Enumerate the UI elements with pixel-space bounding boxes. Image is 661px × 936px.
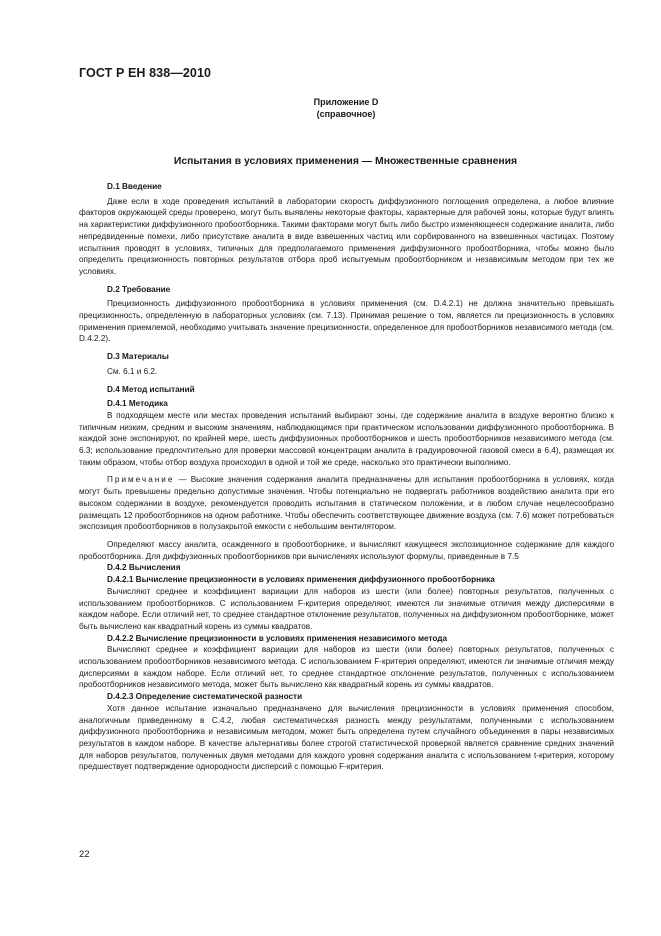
note-lead: Примечание: [107, 475, 175, 485]
section-heading-d42: D.4.2 Вычисления: [107, 563, 181, 573]
section-heading-d4: D.4 Метод испытаний: [107, 384, 195, 394]
appendix-label-block: [300, 96, 392, 120]
appendix-label: Приложение D: [313, 97, 379, 107]
section-heading-d421: D.4.2.1 Вычисление прецизионности в условиях применения диффузионного пробоотборника: [107, 575, 495, 585]
note-text: — Высокие значения содержания аналита предназначены для испытания пробоотборника в условиях, когда могут быть превышены предельно допустимые значения. Чтобы потенциально не подвергать работников воздействию аналита при его высоком содержании в воздухе, рекомендуется проводить испытания в статическом положении, и в любом случае нецелесообразно размещать 12 пробоотборников на одном работнике. Чтобы обеспечить соответствующее движение воздуха (см. 7.6) может потребоваться экспозиция пробоотборников в полузакрытой емкости с небольшим вентилятором.: [79, 475, 614, 532]
section-text-d41-2: Определяют массу аналита, осажденного в пробоотборнике, и вычисляют кажущееся экспозиционное содержание для каждого пробоотборника. Для диффузионных пробоотборников при вычислениях используют формулы, приведенные в 7.5: [79, 539, 614, 561]
section-heading-d422: D.4.2.2 Вычисление прецизионности в условиях применения независимого метода: [107, 633, 448, 643]
section-text-d41: В подходящем месте или местах проведения испытаний выбирают зоны, где содержание аналита в воздухе вероятно близко к типичным низким, средним и высоким значениям, наблюдающимся при практическом использовании диффузионного пробоотборника. В каждой зоне экспонируют, по крайней мере, шесть диффузионных пробоотборников и шесть пробоотборников независимого метода (см. 6.3; использование предпочтительно для проверки массовой концентрации аналита в градуировочной газовой смеси в 6.4), размещая их таким образом, чтобы отбор воздуха происходил в одной и той же среде, насколько это практически выполнимо.: [79, 410, 614, 467]
section-heading-d1: D.1 Введение: [107, 182, 162, 191]
section-heading-d423: D.4.2.3 Определение систематической разности: [107, 692, 303, 702]
section-heading-d3: D.3 Материалы: [107, 352, 169, 362]
section-heading-d41: D.4.1 Методика: [107, 399, 168, 409]
section-text-d2: Прецизионность диффузионного пробоотборника в условиях применения (см. D.4.2.1) не должна значительно превышать прецизионность, определенную в лабораторных условиях (см. 7.13). Принимая решение о том, является ли прецизионность в условиях применения приемлемой, необходимо учитывать значение прецизионности, определенное для пробоотборников независимого метода (см. D.4.2.2).: [79, 299, 614, 344]
section-text-d1: Даже если в ходе проведения испытаний в лаборатории скорость диффузионного поглощения определена, а любое влияние факторов окружающей среды проверено, могут быть выявлены некоторые факторы, характерные для рабочей зоны, которые будут влиять на характеристики диффузионного пробоотборника. Такими факторами могут быть либо быстро изменяющееся содержание аналита, либо непредвиденные помехи, либо присутствие аналита в виде взвешенных частиц или сорбированного на взвешенных частицах. Поэтому испытания проводят в условиях, типичных для предполагаемого применения диффузионного пробоотборника, чтобы можно было определить прецизионность повторных результатов отбора проб испытуемым пробоотборником и независимым методом при тех же условиях.: [79, 196, 614, 276]
page-number: 22: [79, 849, 90, 860]
document-header: ГОСТ Р ЕН 838—2010: [79, 66, 212, 80]
note-paragraph: [79, 474, 614, 533]
section-text-d423: Хотя данное испытание изначально предназначено для вычисления прецизионности в условиях применения способом, аналогичным приведенному в С.4.2, любая систематическая разность между результатами, полученными с использованием диффузионного пробоотборника и независимым методом, может быть определена путем случайного объединения в пары независимых результатов в каждом наборе. В качестве альтернативы более строгой статистической проверкой является сравнение средних значений для наборов результатов, полученных двумя методами для каждого уровня содержания аналита с использованием t-критерия, которому предшествует подтверждение однородности дисперсий с помощью F-критерия.: [79, 703, 614, 772]
section-text-d3: См. 6.1 и 6.2.: [107, 366, 158, 376]
appendix-status: (справочное): [316, 109, 376, 119]
document-body: [79, 181, 614, 773]
section-heading-d2: D.2 Требование: [107, 284, 171, 294]
section-text-d422: Вычисляют среднее и коэффициент вариации для наборов из шести (или более) повторных результатов, полученных с использованием пробоотборников независимого метода. С использованием F-критерия определяют, имеются ли значимые отличия между дисперсиями в каждом наборе. Если отличий нет, то среднее стандартное отклонение результатов, полученных с использованием пробоотборников независимого метода, может быть вычислено как квадратный корень из суммы квадратов.: [79, 645, 614, 690]
section-text-d421: Вычисляют среднее и коэффициент вариации для наборов из шести (или более) повторных результатов, полученных с использованием пробоотборников. С использованием F-критерия определяют, имеются ли значимые отличия между дисперсиями в каждом наборе. Если отличий нет, то среднее стандартное отклонение результатов, полученных на диффузионном пробоотборнике, может быть вычислено как квадратный корень из суммы квадратов.: [79, 586, 614, 631]
appendix-title: Испытания в условиях применения — Множественные сравнения: [173, 156, 518, 167]
